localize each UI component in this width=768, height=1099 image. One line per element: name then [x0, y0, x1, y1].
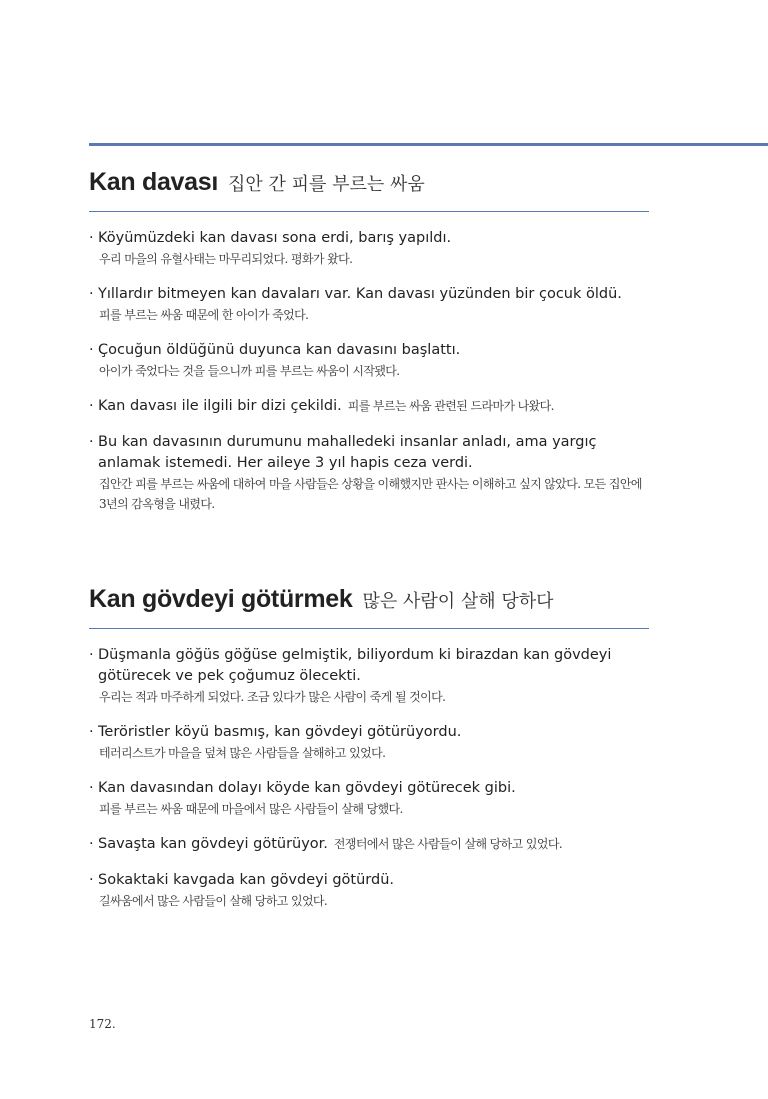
example-turkish: Köyümüzdeki kan davası sona erdi, barış yapıldı.: [98, 230, 452, 246]
example-turkish: Kan davası ile ilgili bir dizi çekildi.: [98, 398, 342, 414]
heading-turkish: Kan gövdeyi götürmek: [89, 585, 353, 613]
example-turkish: Savaşta kan gövdeyi götürüyor.: [98, 836, 328, 852]
example-korean: 전쟁터에서 많은 사람들이 살해 당하고 있었다.: [333, 837, 563, 851]
section-rule: [89, 628, 649, 629]
example-korean: 길싸움에서 많은 사람들이 살해 당하고 있었다.: [99, 894, 328, 908]
example-turkish: Bu kan davasının durumunu mahalledeki insanlar anladı, ama yargıç anlamak istemedi. Her aileye 3 yıl hapis ceza verdi.: [98, 434, 597, 471]
bullet-dot: ·: [89, 342, 94, 358]
heading-korean: 많은 사람이 살해 당하다: [362, 591, 554, 612]
heading-korean: 집안 간 피를 부르는 싸움: [228, 174, 425, 195]
section-kan-davasi: [89, 168, 649, 529]
example-item: [89, 228, 649, 269]
bullet-dot: ·: [89, 724, 94, 740]
bullet-dot: ·: [89, 434, 94, 450]
example-korean: 피를 부르는 싸움 때문에 한 아이가 죽었다.: [99, 308, 309, 322]
example-korean: 테러리스트가 마을을 덮쳐 많은 사람들을 살해하고 있었다.: [99, 746, 386, 760]
example-turkish: Yıllardır bitmeyen kan davaları var. Kan davası yüzünden bir çocuk öldü.: [98, 286, 622, 302]
example-item: [89, 834, 649, 855]
example-item: [89, 722, 649, 763]
bullet-dot: ·: [89, 836, 94, 852]
example-korean: 피를 부르는 싸움 관련된 드라마가 나왔다.: [347, 399, 554, 413]
section-heading: [89, 585, 649, 614]
example-korean: 집안간 피를 부르는 싸움에 대하여 마을 사람들은 상황을 이해했지만 판사는 이해하고 싶지 않았다. 모든 집안에 3년의 감옥형을 내렸다.: [99, 477, 642, 511]
example-list: [89, 645, 649, 911]
bullet-dot: ·: [89, 398, 94, 414]
example-korean: 우리는 적과 마주하게 되었다. 조금 있다가 많은 사람이 죽게 될 것이다.: [99, 690, 446, 704]
example-item: [89, 284, 649, 325]
bullet-dot: ·: [89, 872, 94, 888]
section-heading: [89, 168, 649, 197]
section-rule: [89, 211, 649, 212]
example-turkish: Düşmanla göğüs göğüse gelmiştik, biliyordum ki birazdan kan gövdeyi götürecek ve pek çoğumuz ölecekti.: [98, 647, 612, 684]
example-item: [89, 778, 649, 819]
example-korean: 아이가 죽었다는 것을 들으니까 피를 부르는 싸움이 시작됐다.: [99, 364, 400, 378]
example-line: [98, 834, 649, 855]
example-item: [89, 340, 649, 381]
top-rule: [89, 143, 768, 146]
bullet-dot: ·: [89, 780, 94, 796]
page-number: 172.: [89, 1017, 116, 1031]
bullet-dot: ·: [89, 230, 94, 246]
example-korean: 우리 마을의 유혈사태는 마무리되었다. 평화가 왔다.: [99, 252, 353, 266]
bullet-dot: ·: [89, 647, 94, 663]
section-kan-govdeyi-goturmek: [89, 585, 649, 926]
example-turkish: Çocuğun öldüğünü duyunca kan davasını başlattı.: [98, 342, 461, 358]
example-item: [89, 396, 649, 417]
example-item: [89, 870, 649, 911]
heading-turkish: Kan davası: [89, 168, 219, 196]
bullet-dot: ·: [89, 286, 94, 302]
example-turkish: Sokaktaki kavgada kan gövdeyi götürdü.: [98, 872, 394, 888]
example-turkish: Teröristler köyü basmış, kan gövdeyi götürüyordu.: [98, 724, 462, 740]
example-korean: 피를 부르는 싸움 때문에 마을에서 많은 사람들이 살해 당했다.: [99, 802, 403, 816]
example-turkish: Kan davasından dolayı köyde kan gövdeyi götürecek gibi.: [98, 780, 516, 796]
example-item: [89, 645, 649, 707]
example-item: [89, 432, 649, 514]
example-list: [89, 228, 649, 514]
example-line: [98, 396, 649, 417]
